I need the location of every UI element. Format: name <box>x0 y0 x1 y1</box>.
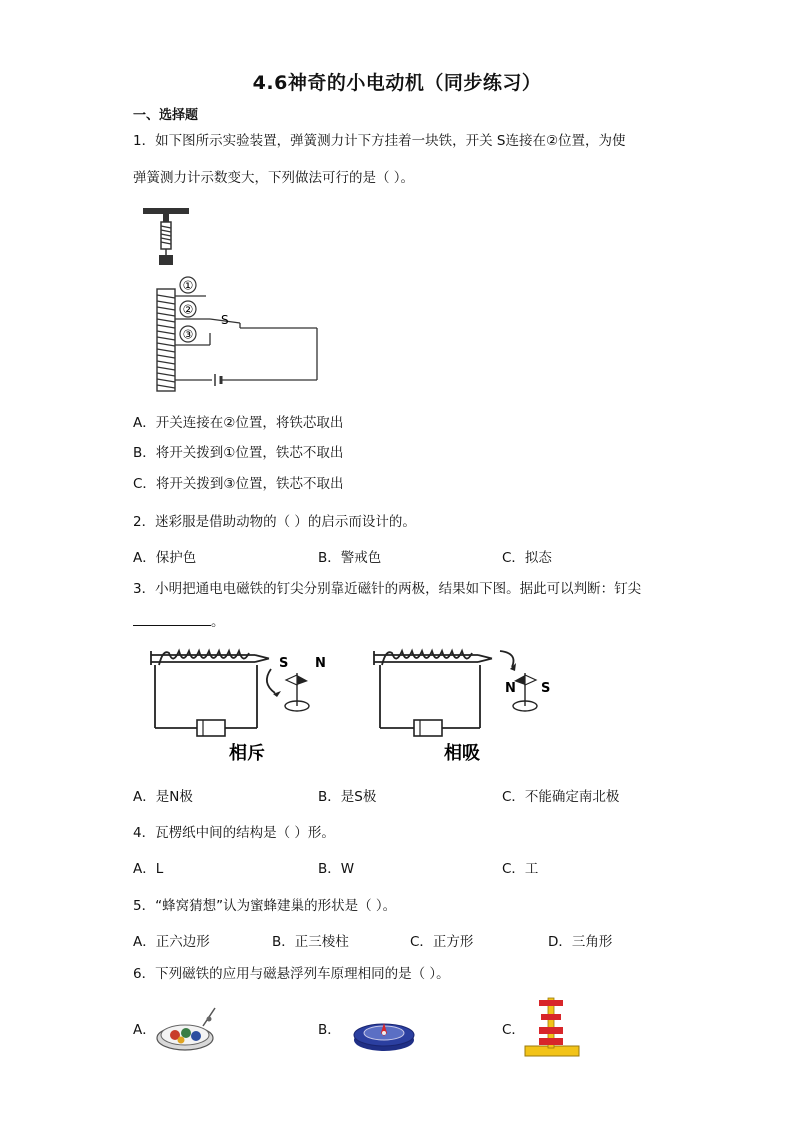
q6-option-a[interactable]: A． <box>133 1022 156 1038</box>
q6-option-c[interactable]: C． <box>502 1022 525 1038</box>
q6-option-b-compass-image[interactable] <box>352 1006 416 1056</box>
q3-option-b[interactable]: B．是S极 <box>318 789 377 805</box>
attract-s-label: S <box>541 681 551 696</box>
tap1-label: ① <box>182 278 194 293</box>
q2-option-c[interactable]: C．拟态 <box>502 550 552 566</box>
q6-option-b[interactable]: B． <box>318 1022 341 1038</box>
q3-answer-blank[interactable] <box>133 613 211 626</box>
q1-option-b[interactable]: B．将开关拨到①位置，铁芯不取出 <box>133 445 344 461</box>
q3-option-a[interactable]: A．是N极 <box>133 789 193 805</box>
attract-caption: 相吸 <box>444 743 480 764</box>
q4-option-c[interactable]: C．工 <box>502 861 539 877</box>
q1-option-a[interactable]: A．开关连接在②位置，将铁芯取出 <box>133 415 344 431</box>
q3-repel-figure <box>145 645 345 765</box>
q3-option-c[interactable]: C．不能确定南北极 <box>502 789 620 805</box>
q3-attract-figure <box>368 645 568 765</box>
switch-label: S <box>221 313 229 327</box>
q5-option-a[interactable]: A．正六边形 <box>133 934 210 950</box>
tap3-label: ③ <box>182 327 194 342</box>
q1-text-line2: 弹簧测力计示数变大，下列做法可行的是（ ）。 <box>133 170 415 186</box>
q5-option-b[interactable]: B．正三棱柱 <box>272 934 349 950</box>
q6-text: 6．下列磁铁的应用与磁悬浮列车原理相同的是（ ）。 <box>133 966 450 982</box>
q3-text-line2: 。 <box>133 610 225 630</box>
tap2-label: ② <box>182 302 194 317</box>
q1-electromagnet-diagram <box>130 205 330 405</box>
q6-option-a-image[interactable] <box>153 1004 219 1054</box>
q3-text-line1: 3．小明把通电电磁铁的钉尖分别靠近磁针的两极，结果如下图。据此可以判断：钉尖 <box>133 581 642 597</box>
q4-option-a[interactable]: A．L <box>133 861 164 877</box>
repel-s-label: S <box>279 656 289 671</box>
q5-text: 5．“蜂窝猜想”认为蜜蜂建巢的形状是（ ）。 <box>133 898 397 914</box>
repel-n-label: N <box>315 656 326 671</box>
q5-option-c[interactable]: C．正方形 <box>410 934 474 950</box>
q6-option-c-floating-magnets-image[interactable] <box>523 994 583 1060</box>
q4-text: 4．瓦楞纸中间的结构是（ ）形。 <box>133 825 335 841</box>
page-title: 4.6神奇的小电动机（同步练习） <box>252 72 542 94</box>
q2-option-a[interactable]: A．保护色 <box>133 550 197 566</box>
section-heading: 一、选择题 <box>133 108 199 123</box>
attract-n-label: N <box>505 681 516 696</box>
q4-option-b[interactable]: B．W <box>318 861 355 877</box>
q2-text: 2．迷彩服是借助动物的（ ）的启示而设计的。 <box>133 514 416 530</box>
q2-option-b[interactable]: B．警戒色 <box>318 550 382 566</box>
q1-text-line1: 1．如下图所示实验装置，弹簧测力计下方挂着一块铁，开关 S连接在②位置，为使 <box>133 133 626 149</box>
q1-option-c[interactable]: C．将开关拨到③位置，铁芯不取出 <box>133 476 344 492</box>
repel-caption: 相斥 <box>229 743 265 764</box>
q5-option-d[interactable]: D．三角形 <box>548 934 613 950</box>
